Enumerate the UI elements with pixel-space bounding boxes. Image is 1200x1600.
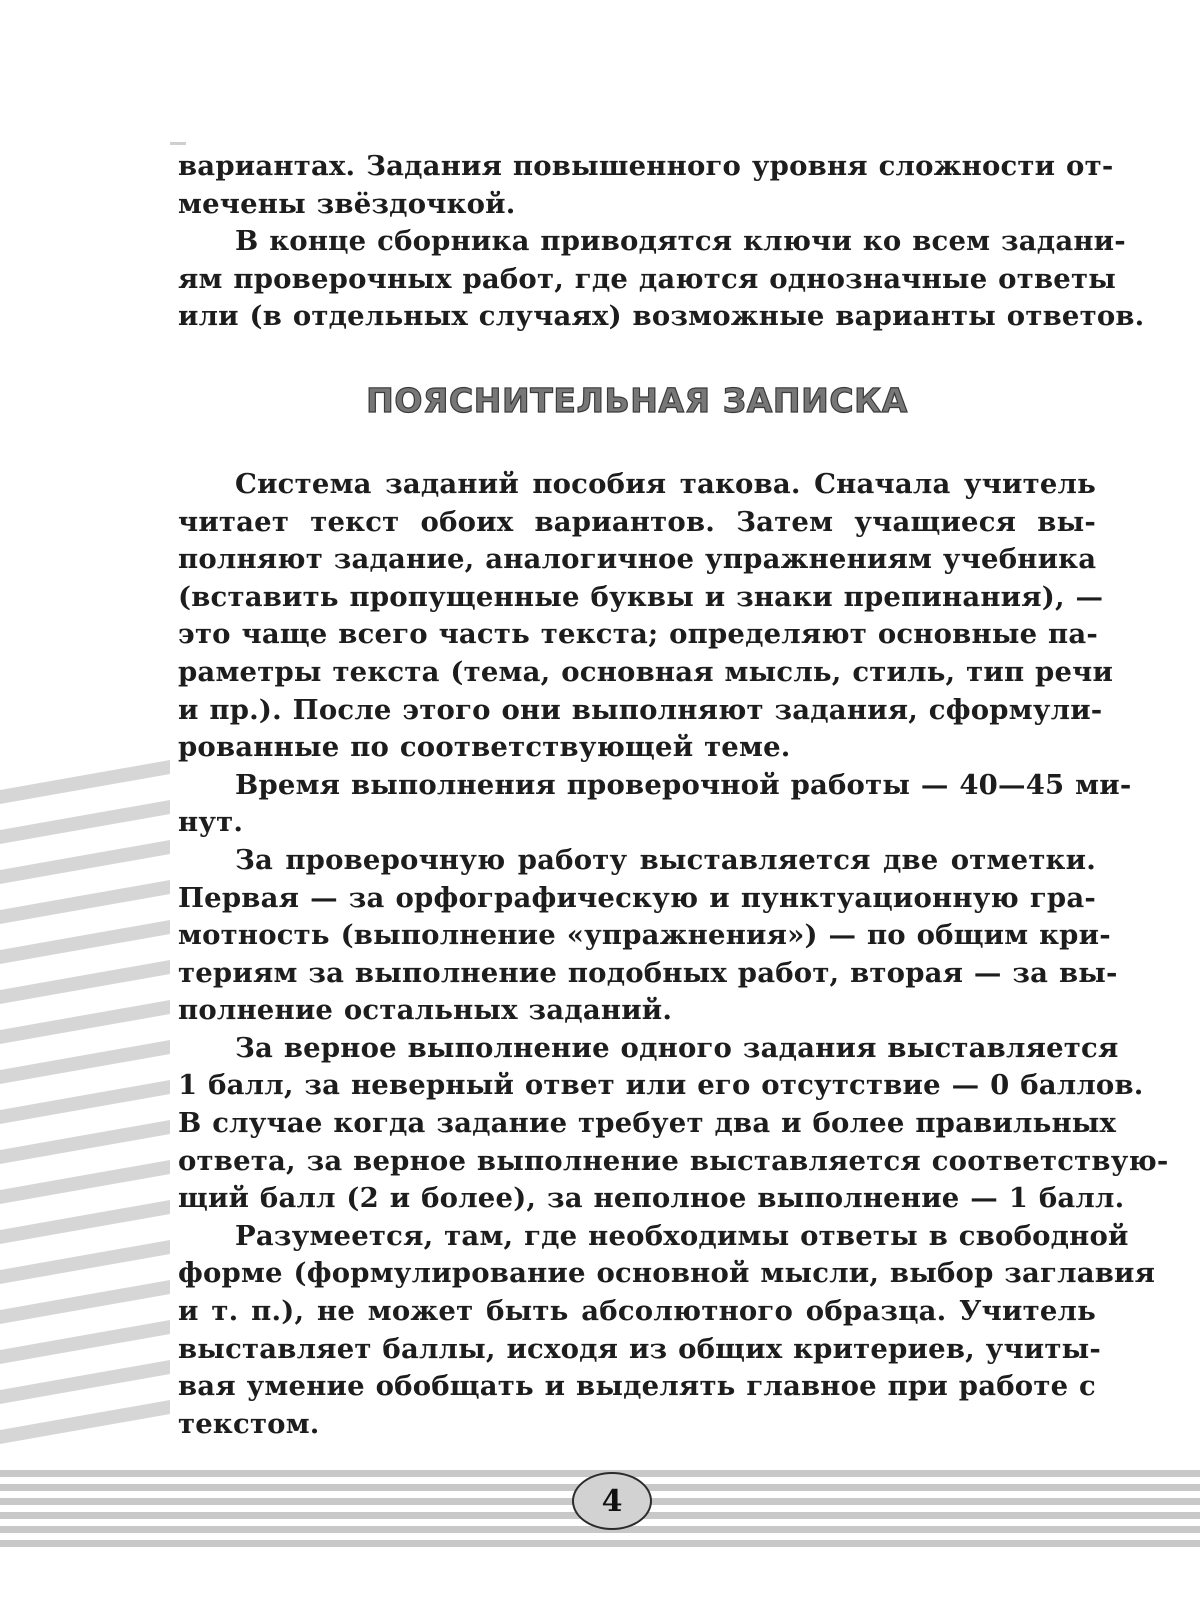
text-line: текстом. [178,1407,320,1440]
text-line: форме (формулирование основной мысли, выбор заглавия [178,1257,1156,1290]
text-line: Система заданий пособия такова. Сначала учитель [235,467,1096,500]
text-line: вариантах. Задания повышенного уровня сложности от- [178,150,1114,182]
text-line: В случае когда задание требует два и более правильных [178,1107,1117,1140]
text-line: выставляет баллы, исходя из общих критериев, учиты- [178,1332,1102,1365]
text-line: щий балл (2 и более), за неполное выполнение — 1 балл. [178,1182,1125,1215]
text-line: мотность (выполнение «упражнения») — по общим кри- [178,919,1111,952]
scan-mark [170,142,186,145]
paragraph [178,767,1132,842]
text-line: или (в отдельных случаях) возможные варианты ответов. [178,300,1145,333]
text-line: рованные по соответствующей теме. [178,731,791,764]
paragraph [178,223,1145,336]
page-number: 4 [572,1472,652,1530]
text-line: За проверочную работу выставляется две отметки. [235,843,1096,876]
text-line: полнение остальных заданий. [178,994,673,1027]
text-line: За верное выполнение одного задания выставляется [235,1031,1119,1064]
text-line: и т. п.), не может быть абсолютного образца. Учитель [178,1295,1096,1328]
text-line: раметры текста (тема, основная мысль, стиль, тип речи [178,655,1114,688]
body-text [178,148,1169,1443]
decorative-stripes-left [0,760,170,1480]
paragraph [178,466,1114,767]
paragraph [178,842,1118,1030]
text-line: ям проверочных работ, где даются однозначные ответы [178,262,1116,295]
text-line: Первая — за орфографическую и пунктуационную гра- [178,881,1096,914]
text-line: териям за выполнение подобных работ, вторая — за вы- [178,956,1118,989]
section-heading: ПОЯСНИТЕЛЬНАЯ ЗАПИСКА [366,381,908,421]
text-line: вая умение обобщать и выделять главное при работе с [178,1370,1096,1403]
text-line: и пр.). После этого они выполняют задания, сформули- [178,693,1103,726]
text-line: это чаще всего часть текста; определяют основные па- [178,618,1099,651]
text-line: (вставить пропущенные буквы и знаки препинания), — [178,580,1104,613]
text-line: читает текст обоих вариантов. Затем учащиеся вы- [178,505,1096,538]
text-line: В конце сборника приводятся ключи ко всем задани- [235,225,1126,258]
paragraph [178,148,1114,223]
paragraph [178,1030,1169,1218]
text-line: полняют задание, аналогичное упражнениям учебника [178,543,1097,576]
text-line: ответа, за верное выполнение выставляется соответствую- [178,1144,1169,1177]
paragraph [178,1218,1156,1444]
text-line: мечены звёздочкой. [178,187,516,220]
text-line: Разумеется, там, где необходимы ответы в свободной [235,1219,1129,1252]
text-line: нут. [178,806,244,839]
text-line: Время выполнения проверочной работы — 40—45 ми- [235,768,1132,801]
text-line: 1 балл, за неверный ответ или его отсутствие — 0 баллов. [178,1069,1144,1102]
